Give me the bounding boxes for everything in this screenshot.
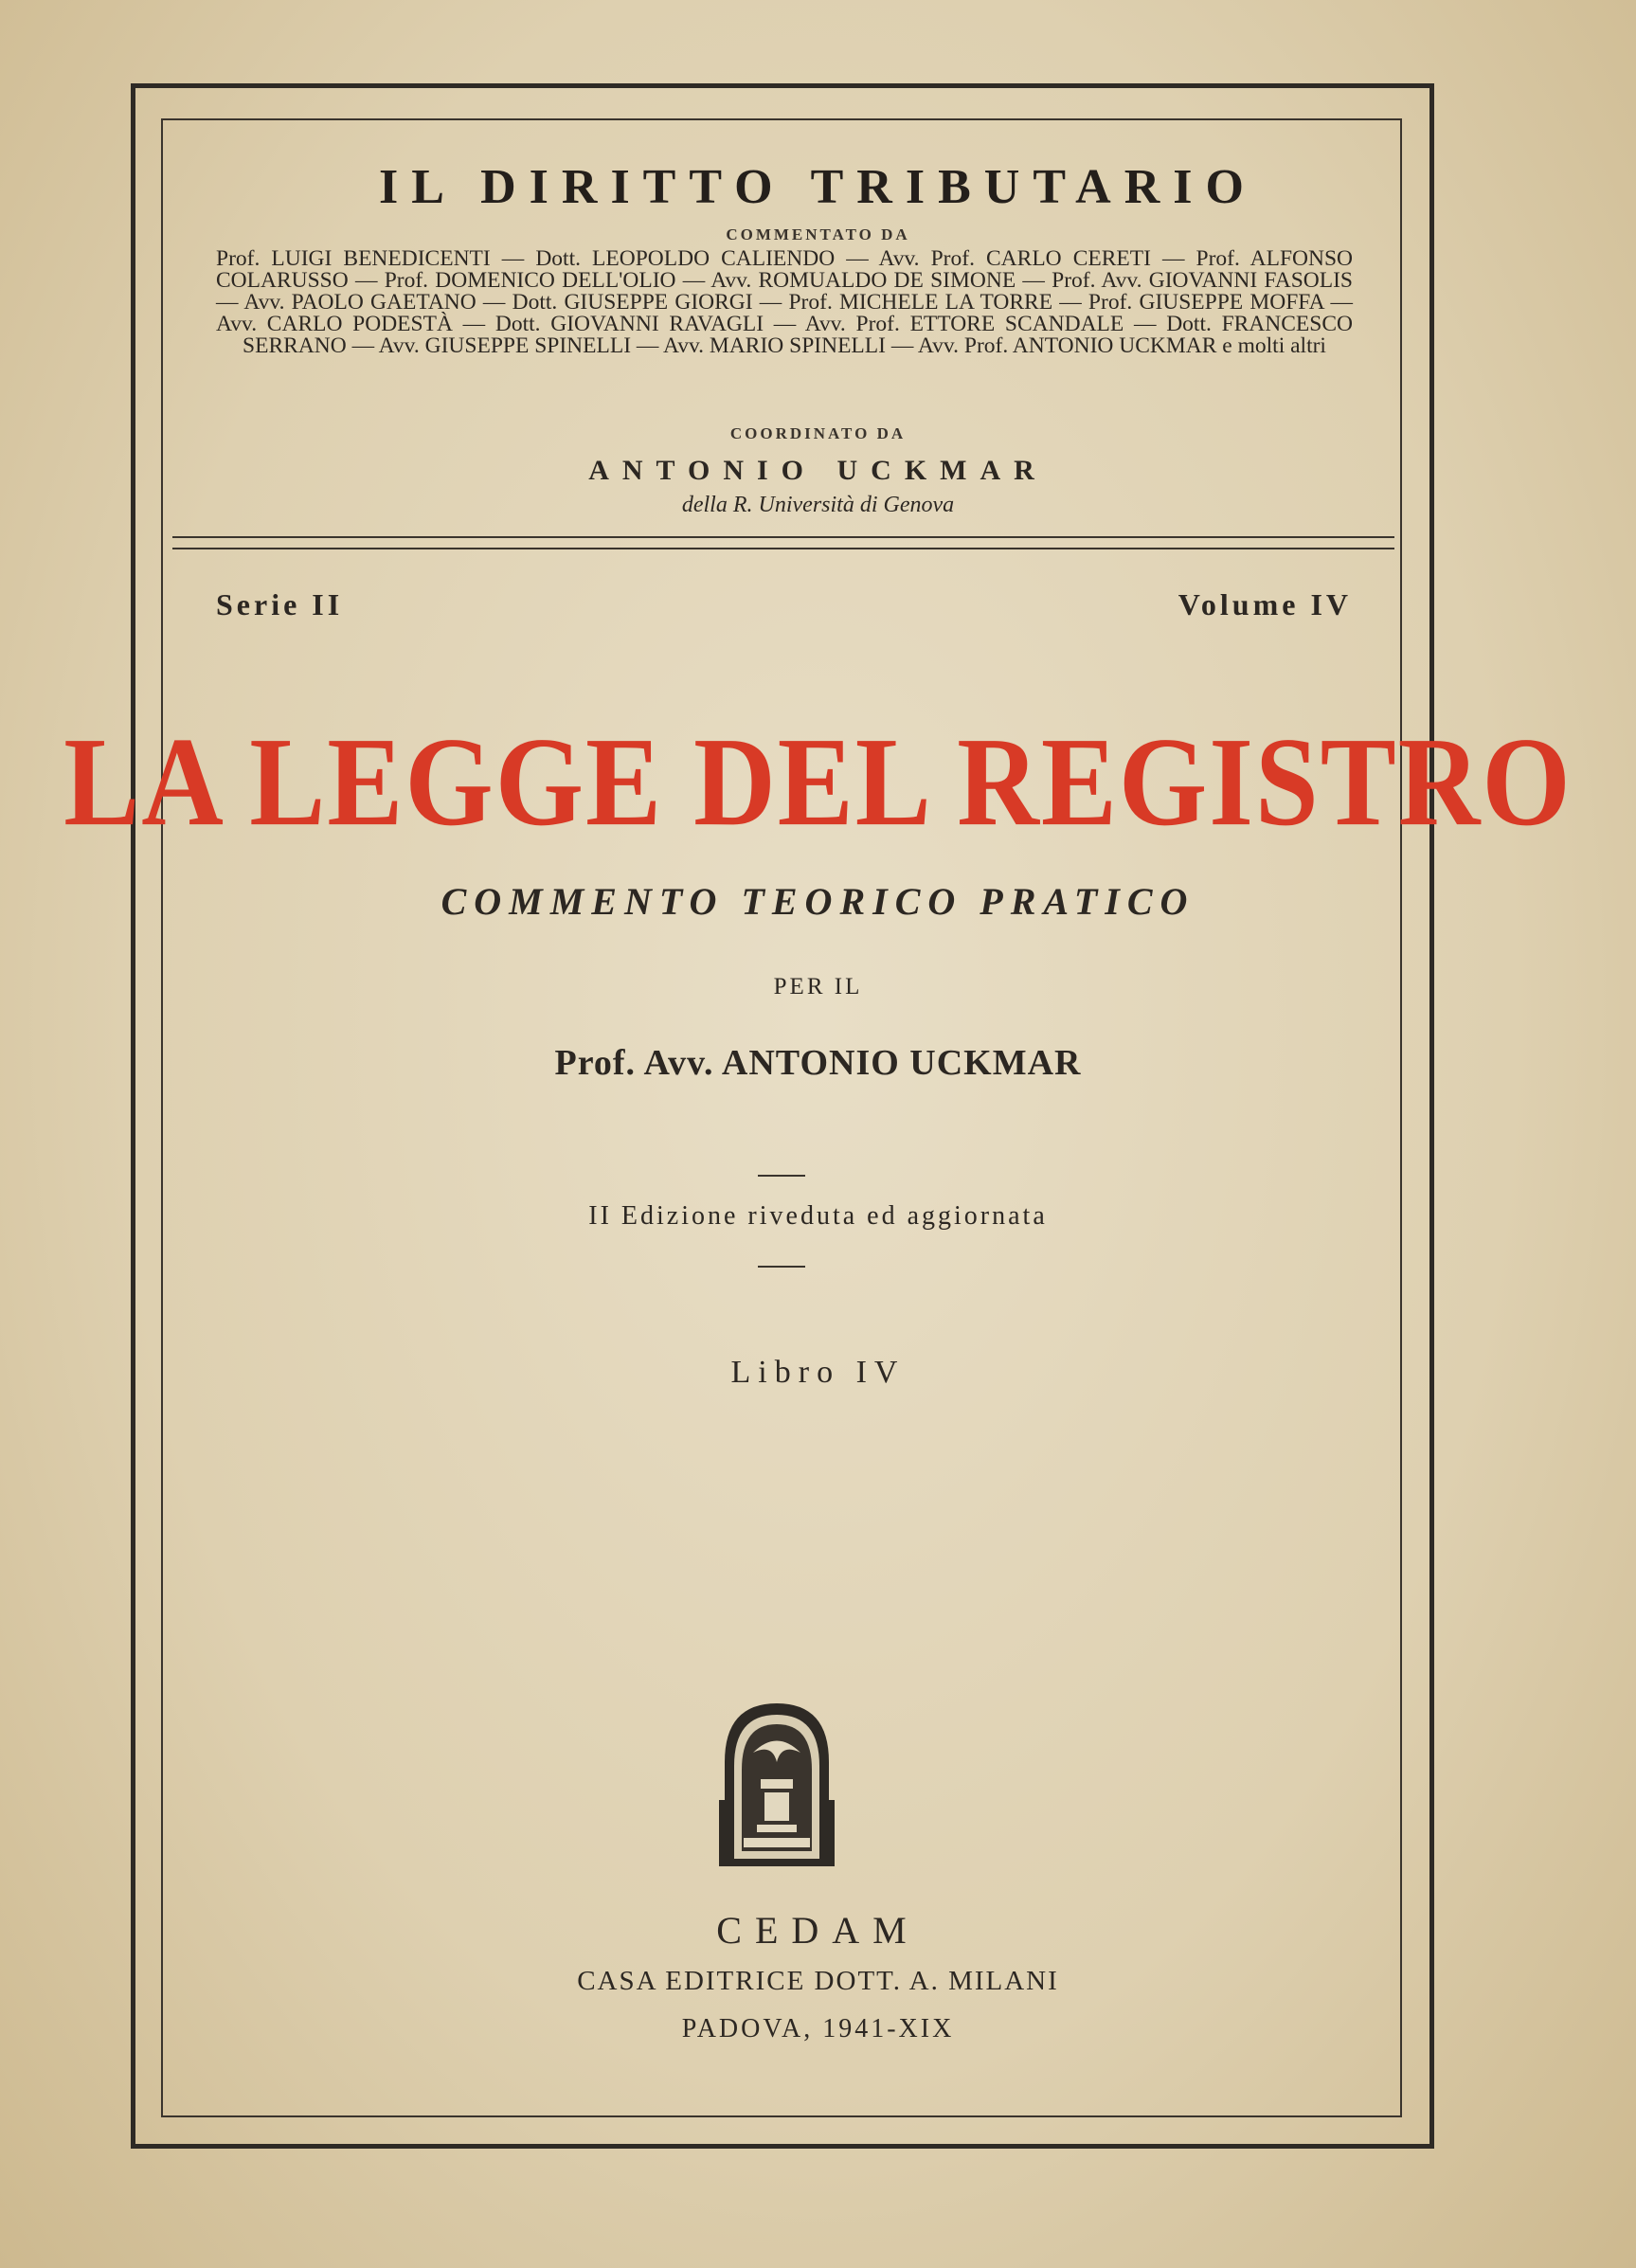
book-title: LA LEGGE DEL REGISTRO (63, 711, 1573, 853)
coordinator-affiliation: della R. Università di Genova (681, 493, 955, 517)
short-rule (758, 1266, 805, 1268)
separator-rule (172, 536, 1394, 538)
publisher-mark-icon (715, 1696, 838, 1871)
volume-number: Volume IV (1178, 587, 1352, 621)
series-title: IL DIRITTO TRIBUTARIO (379, 160, 1257, 214)
publisher-house: CASA EDITRICE DOTT. A. MILANI (577, 1966, 1059, 1996)
contributors-list: Prof. LUIGI BENEDICENTI — Dott. LEOPOLDO CALIENDO — Avv. Prof. CARLO CERETI — Prof. ALFONSO COLARUSSO — Prof. DOMENICO DELL'OLIO — Avv. ROMUALDO DE SIMONE — Prof. Avv. GIOVANNI FASOLIS — Avv. PAOLO GAETANO — Dott. GIUSEPPE GIORGI — Prof. MICHELE LA TORRE — Prof. GIUSEPPE MOFFA — Avv. CARLO PODESTÀ — Dott. GIOVANNI RAVAGLI — Avv. Prof. ETTORE SCANDALE — Dott. FRANCESCO SERRANO — Avv. GIUSEPPE SPINELLI — Avv. MARIO SPINELLI — Avv. Prof. ANTONIO UCKMAR e molti altri (216, 246, 1353, 358)
per-il-label: PER IL (773, 974, 863, 999)
series-number: Serie II (216, 587, 344, 621)
book-number: Libro IV (730, 1355, 906, 1390)
author-name: Prof. Avv. ANTONIO UCKMAR (554, 1043, 1082, 1083)
edition-note: II Edizione riveduta ed aggiornata (588, 1201, 1048, 1231)
publisher-name: CEDAM (716, 1909, 920, 1952)
separator-rule (172, 548, 1394, 549)
commented-by-label: COMMENTATO DA (726, 225, 910, 243)
coordinator-name: ANTONIO UCKMAR (588, 455, 1048, 486)
coordinated-by-label: COORDINATO DA (729, 424, 907, 442)
place-and-date: PADOVA, 1941-XIX (681, 2014, 955, 2043)
short-rule (758, 1175, 805, 1177)
book-subtitle: COMMENTO TEORICO PRATICO (440, 880, 1196, 923)
